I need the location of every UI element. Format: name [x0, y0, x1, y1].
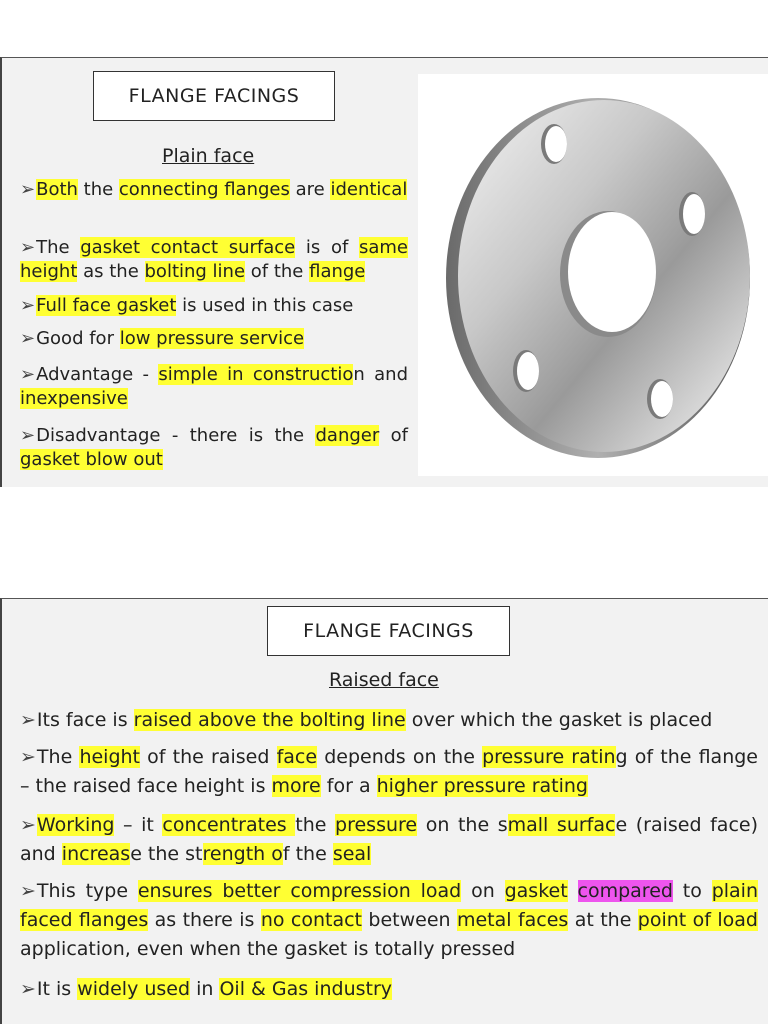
- slide-raised-face: [0, 598, 768, 1024]
- bullet-both-identical: ➢Both the connecting flanges are identical: [20, 179, 408, 200]
- bullet-advantage: ➢Advantage - simple in construction and inexpensive: [20, 364, 408, 409]
- bullet-full-face-gasket: ➢Full face gasket is used in this case: [20, 295, 354, 316]
- arrow-bullet-icon: ➢: [20, 328, 36, 349]
- arrow-bullet-icon: ➢: [20, 425, 36, 446]
- bullet-gasket-contact: ➢The gasket contact surface is of same height as the bolting line of the flange: [20, 237, 409, 282]
- section-subtitle: Plain face: [162, 145, 255, 167]
- arrow-bullet-icon: ➢: [20, 709, 36, 731]
- bullet-widely-used: ➢It is widely used in Oil & Gas industry: [20, 978, 393, 1000]
- flange-photo: [418, 74, 768, 476]
- slide-title: FLANGE FACINGS: [93, 71, 335, 121]
- arrow-bullet-icon: ➢: [20, 880, 36, 902]
- arrow-bullet-icon: ➢: [20, 364, 36, 385]
- arrow-bullet-icon: ➢: [20, 237, 36, 258]
- slide-plain-face: [0, 57, 768, 487]
- slide-title: FLANGE FACINGS: [267, 606, 510, 656]
- bullet-height: ➢The height of the raised face depends on the pressure rating of the flange – the raised face height is more for a higher pressure rating: [20, 746, 758, 797]
- arrow-bullet-icon: ➢: [20, 179, 36, 200]
- bullet-working: ➢Working – it concentrates the pressure on the small surface (raised face) and increase the strength of the seal: [20, 814, 758, 865]
- arrow-bullet-icon: ➢: [20, 295, 36, 316]
- bullet-low-pressure: ➢Good for low pressure service: [20, 328, 305, 349]
- flange-image-icon: [418, 74, 768, 476]
- section-subtitle: Raised face: [329, 669, 439, 691]
- bullet-this-type: ➢This type ensures better compression load on gasket compared to plain faced flanges as there is no contact between metal faces at the point of load application, even when the gasket is totally pressed: [20, 880, 759, 960]
- bullet-raised-above: ➢Its face is raised above the bolting line over which the gasket is placed: [20, 709, 713, 731]
- bullet-disadvantage: ➢Disadvantage - there is the danger of gasket blow out: [20, 425, 408, 470]
- arrow-bullet-icon: ➢: [20, 978, 36, 1000]
- arrow-bullet-icon: ➢: [20, 814, 36, 836]
- arrow-bullet-icon: ➢: [20, 746, 36, 768]
